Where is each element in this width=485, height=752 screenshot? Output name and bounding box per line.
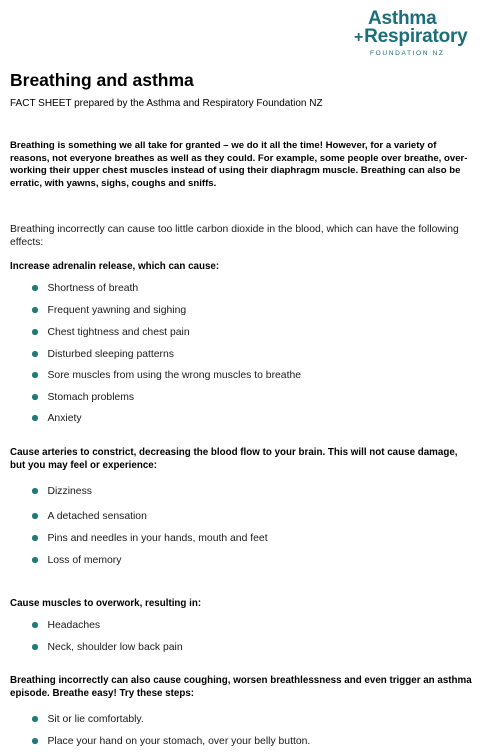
list-item-text: Place your hand on your stomach, over your belly button. (47, 735, 311, 747)
list-item (32, 368, 301, 382)
bullet-dot-icon (32, 644, 38, 650)
effects-paragraph: Breathing incorrectly can cause too little carbon dioxide in the blood, which can have the following effects: (10, 224, 459, 248)
bullet-dot-icon (32, 372, 38, 378)
list-item-text: Shortness of breath (47, 282, 139, 294)
logo-line-asthma: Asthma (368, 8, 437, 29)
logo-plus: + (354, 29, 364, 46)
list-item-text: Chest tightness and chest pain (47, 326, 190, 338)
bullet-dot-icon (32, 716, 38, 722)
logo-respiratory-text: Respiratory (364, 26, 468, 47)
list-item (32, 281, 138, 295)
bullet-dot-icon (32, 513, 38, 519)
list-item (32, 303, 186, 317)
list-item (32, 640, 183, 654)
bullet-dot-icon (32, 738, 38, 744)
bullet-dot-icon (32, 488, 38, 494)
list-item-text: Dizziness (47, 485, 92, 497)
list-item-text: Headaches (47, 619, 101, 631)
list-item-text: A detached sensation (47, 510, 147, 522)
list-item-text: Anxiety (47, 412, 82, 424)
list-item (32, 553, 121, 567)
bullet-dot-icon (32, 285, 38, 291)
bullet-dot-icon (32, 351, 38, 357)
list-item-text: Stomach problems (47, 391, 135, 403)
list-item (32, 347, 174, 361)
list-item (32, 390, 134, 404)
list-item-text: Sore muscles from using the wrong muscles to breathe (47, 369, 302, 381)
list-item (32, 509, 147, 523)
bullet-dot-icon (32, 307, 38, 313)
logo-line-foundation: FOUNDATION NZ (370, 50, 445, 57)
list-item (32, 411, 82, 425)
list-item (32, 325, 190, 339)
list-item-text: Sit or lie comfortably. (47, 713, 144, 725)
list-item-text: Neck, shoulder low back pain (47, 641, 183, 653)
page-title: Breathing and asthma (10, 70, 194, 90)
list-item (32, 618, 100, 632)
logo-line-respiratory (354, 28, 474, 47)
list-item-text: Frequent yawning and sighing (47, 304, 187, 316)
section-heading-adrenalin: Increase adrenalin release, which can cause: (10, 261, 220, 272)
bullet-dot-icon (32, 535, 38, 541)
fact-sheet-subtitle: FACT SHEET prepared by the Asthma and Respiratory Foundation NZ (10, 98, 323, 109)
list-item-text: Pins and needles in your hands, mouth and feet (47, 532, 268, 544)
foundation-logo (354, 10, 474, 56)
bullet-dot-icon (32, 622, 38, 628)
list-item (32, 712, 144, 726)
bullet-dot-icon (32, 415, 38, 421)
bullet-dot-icon (32, 557, 38, 563)
bullet-dot-icon (32, 394, 38, 400)
list-item (32, 531, 268, 545)
list-item (32, 484, 92, 498)
section-heading-arteries: Cause arteries to constrict, decreasing the blood flow to your brain. This will not cause damage, but you may feel or experience: (10, 447, 458, 471)
section-heading-muscles: Cause muscles to overwork, resulting in: (10, 598, 202, 609)
list-item-text: Loss of memory (47, 554, 122, 566)
section-heading-breathe-easy: Breathing incorrectly can also cause coughing, worsen breathlessness and even trigger an asthma episode. Breathe easy! Try these steps: (10, 675, 472, 699)
bullet-dot-icon (32, 329, 38, 335)
intro-paragraph: Breathing is something we all take for granted – we do it all the time! However, for a variety of reasons, not everyone breathes as well as they could. For example, some people over breathe, over-working their upper chest muscles instead of using their diaphragm muscle. Breathing can also be erratic, with yawns, sighs, coughs and sniffs. (10, 140, 468, 189)
list-item-text: Disturbed sleeping patterns (47, 348, 174, 360)
list-item (32, 734, 310, 748)
